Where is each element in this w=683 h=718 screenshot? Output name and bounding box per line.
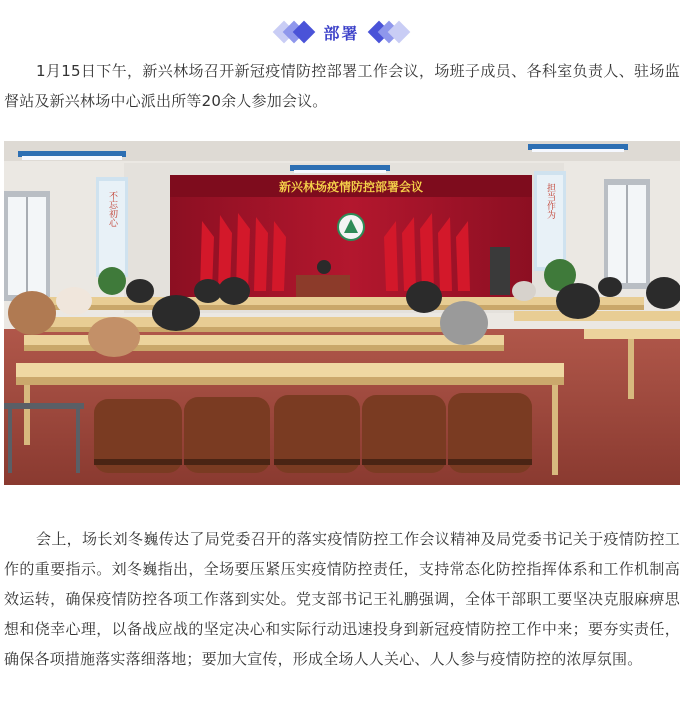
left-diamond-icon [279, 24, 309, 40]
section-heading [0, 18, 683, 46]
meeting-photo [4, 141, 680, 485]
section-title: 部署 [323, 23, 360, 43]
meeting-banner-text: 新兴林场疫情防控部署会议 [278, 180, 424, 194]
body-paragraph: 会上，场长刘冬巍传达了局党委召开的落实疫情防控工作会议精神及局党委书记关于疫情防控工作的重要指示。刘冬巍指出，全场要压紧压实疫情防控责任，支持常态化防控指挥体系和工作机制高效运转，确保疫情防控各项工作落到实处。党支部书记王礼鹏强调，全体干部职工要坚决克服麻痹思想和侥幸心理，以备战应战的坚定决心和实际行动迅速投身到新冠疫情防控工作中来；要夯实责任，确保各项措施落实落细落地；要加大宣传，形成全场人人关心、人人参与疫情防控的浓厚氛围。 [4, 530, 680, 668]
right-diamond-icon [374, 24, 404, 40]
left-poster-text: 不忘初心 [107, 191, 117, 227]
intro-paragraph: 1月15日下午，新兴林场召开新冠疫情防控部署工作会议，场班子成员、各科室负责人、驻场监督站及新兴林场中心派出所等20余人参加会议。 [4, 62, 680, 110]
right-poster-text: 担当作为 [545, 183, 555, 219]
